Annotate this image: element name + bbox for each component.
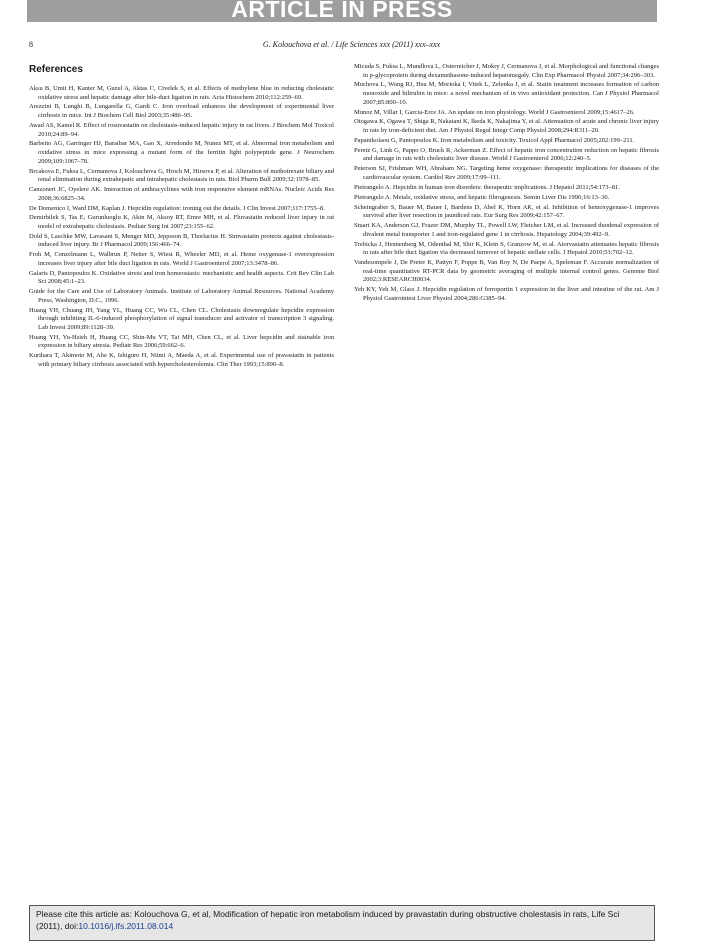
reference-entry: Vandesompele J, De Preter K, Pattyn F, Poppe B, Van Roy N, De Paepe A, Speleman F. Accurate normalization of real-time quantitative RT-PCR data by geometric averaging of multiple internal control genes. Genome Biol 2002;3:RESEARCH0034.: [354, 259, 659, 284]
reference-entry: Scheingraber S, Bauer M, Bauer I, Bardens D, Abel K, Horn AK, et al. Inhibition of hemoxygenase-1 improves survival after liver resection in jaundiced rats. Eur Surg Res 2009;42:157–67.: [354, 203, 659, 220]
reference-entry: Barbeito AG, Garringer HJ, Baraibar MA, Gao X, Arredondo M, Nunez MT, et al. Abnormal iron metabolism and oxidative stress in mice expressing a mutant form of the ferritin light polypeptide gene. J Neurochem 2009;109:1067–78.: [29, 140, 334, 165]
reference-entry: Aksu B, Umit H, Kanter M, Guzel A, Aktas C, Civelek S, et al. Effects of methylene blue in reducing cholestatic oxidative stress and hepatic damage after bile-duct ligation in rats. Acta Histochem 2010;112:259–69.: [29, 85, 334, 101]
reference-entry: Munoz M, Villar I, Garcia-Erce JA. An update on iron physiology. World J Gastroenterol 2009;15:4617–26.: [354, 108, 635, 116]
reference-entry: Brcakova E, Fuksa L, Cermanova J, Kolouchova G, Hroch M, Hirsova P, et al. Alteration of methotrexate biliary and renal elimination during extrahepatic and intrahepatic cholestasis in rats. Biol Pharm Bull 2009;32:1978–85.: [29, 167, 334, 184]
reference-entry: Demirbilek S, Tas E, Gurunluoglu K, Akin M, Aksoy RT, Emre MH, et al. Fluvastatin reduced liver injury in rat model of extrahepatic cholestasis. Pediatr Surg Int 2007;23:155–62.: [29, 214, 334, 230]
reference-entry: Otogawa K, Ogawa T, Shiga R, Nakatani K, Ikeda K, Nakajima Y, et al. Attenuation of acute and chronic liver injury in rats by iron-deficient diet. Am J Physiol Regul Integr Comp Physiol 2008;294:R311–20.: [354, 118, 659, 135]
reference-entry: Arezzini B, Lunghi B, Lungarella G, Gardi C. Iron overload enhances the development of experimental liver cirrhosis in mice. Int J Biochem Cell Biol 2003;35:486–95.: [29, 103, 334, 120]
section-title: References: [29, 64, 83, 75]
reference-entry: De Domenico I, Ward DM, Kaplan J. Hepcidin regulation: ironing out the details. J Clin Invest 2007;117:1755–8.: [29, 204, 325, 212]
reference-entry: Awad AS, Kamel R. Effect of rosuvastatin on cholestasis-induced hepatic injury in rat livers. J Biochem Mol Toxicol 2010;24:89–94.: [29, 121, 334, 138]
running-head: G. Kolouchova et al. / Life Sciences xxx (2011) xxx–xxx: [262, 40, 441, 49]
reference-entry: Micuda S, Fuksa L, Mundlova L, Osterreicher J, Mokry J, Cermanova J, et al. Morphological and functional changes in p-glycoprotein during dexamethasone-induced hepatomegaly. Clin Exp Pharmacol Physiol 2007;34:296–303.: [354, 63, 659, 79]
reference-entry: Kurihara T, Akimoto M, Abe K, Ishiguro H, Niimi A, Maeda A, et al. Experimental use of pravastatin in patients with primary biliary cirrhosis associated with hypercholesterolemia. Clin Ther 1993;15:890–8.: [29, 352, 334, 368]
reference-entry: Yeh KY, Yeh M, Glass J. Hepcidin regulation of ferroportin 1 expression in the liver and intestine of the rat. Am J Physiol Gastrointest Liver Physiol 2004;286:G385–94.: [354, 286, 659, 302]
reference-entry: Galaris D, Pantopoulos K. Oxidative stress and iron homeostasis: mechanistic and health aspects. Crit Rev Clin Lab Sci 2008;45:1–23.: [29, 269, 334, 286]
reference-entry: Dold S, Laschke MW, Lavasani S, Menger MD, Jeppsson B, Thorlacius H. Simvastatin protects against cholestasis-induced liver injury. Br J Pharmacol 2009;156:466–74.: [29, 232, 334, 249]
reference-entry: Pietrangelo A. Metals, oxidative stress, and hepatic fibrogenesis. Semin Liver Dis 1996;16:13–30.: [354, 193, 610, 201]
reference-entry: Stuart KA, Anderson GJ, Frazer DM, Murphy TL, Powell LW, Fletcher LM, et al. Increased duodenal expression of divalent metal transporter 1 and iron-regulated gene 1 in cirrhosis. Hepatology 2004;39:492–9.: [354, 222, 659, 238]
reference-entry: Huang YH, Yu-Hsieh H, Huang CC, Shin-Mu VT, Tai MH, Chen CL, et al. Liver hepcidin and stainable iron expression in biliary atresia. Pediatr Res 2006;59:662–6.: [29, 333, 334, 350]
citation-text: Please cite this article as: Kolouchova G, et al, Modification of hepatic iron metabolism induced by pravastatin during obstructive cholestasis in rats, Life Sci (2011), doi:: [36, 909, 620, 931]
reference-entry: Guide for the Care and Use of Laboratory Animals. Institute of Laboratory Animal Resources. National Academy Press, Washington, D.C., 1996.: [29, 288, 334, 304]
citation-box: [29, 905, 655, 941]
reference-entry: Peretz G, Link G, Pappo O, Bruck R, Ackerman Z. Effect of hepatic iron concentration reduction on hepatic fibrosis and damage in rats with cholestatic liver disease. World J Gastroenterol 2006;12:240–5.: [354, 146, 659, 163]
reference-entry: Canzoneri JC, Oyelere AK. Interaction of anthracyclines with iron responsive element mRNAs. Nucleic Acids Res 2008;36:6825–34.: [29, 186, 334, 202]
reference-entry: Froh M, Conzelmann L, Walbrun P, Netter S, Wiest R, Wheeler MD, et al. Heme oxygenase-1 overexpression increases liver injury after bile duct ligation in rats. World J Gastroenterol 2007;13:3478–86.: [29, 251, 334, 267]
article-in-press-banner: ARTICLE IN PRESS: [27, 0, 657, 22]
reference-entry: Muchova L, Wong RJ, Hsu M, Morioka I, Vitek L, Zelenka J, et al. Statin treatment increases formation of carbon monoxide and bilirubin in mice: a novel mechanism of in vivo antioxidant protection. Can J Physiol Pharmacol 2007;85:800–10.: [354, 81, 659, 106]
references-left-column: [29, 85, 334, 371]
reference-entry: Trebicka J, Hennenberg M, Odenthal M, Shir K, Klein S, Granzow M, et al. Atorvastatin attenuates hepatic fibrosis in rats after bile duct ligation via decreased turnover of hepatic stellate cells. J Hepatol 2010;53:702–12.: [354, 240, 659, 257]
doi-link[interactable]: 10.1016/j.lfs.2011.08.014: [78, 920, 174, 931]
reference-entry: Pietrangelo A. Hepcidin in human iron disorders: therapeutic implications. J Hepatol 2011;54:173–81.: [354, 183, 620, 191]
references-right-column: [354, 63, 659, 305]
reference-entry: Peterson SJ, Frishman WH, Abraham NG. Targeting heme oxygenase: therapeutic implications for diseases of the cardiovascular system. Cardiol Rev 2009;17:99–111.: [354, 165, 659, 181]
reference-entry: Huang YH, Chuang JH, Yang YL, Huang CC, Wu CL, Chen CL. Cholestasis downregulate hepcidin expression through inhibiting IL-6-induced phosphorylation of signal transducer and activator of transcription 3 signaling. Lab Invest 2009;89:1128–39.: [29, 306, 334, 331]
reference-entry: Papanikolaou G, Pantopoulos K. Iron metabolism and toxicity. Toxicol Appl Pharmacol 2005;202:199–211.: [354, 136, 635, 144]
page-number: 8: [29, 40, 33, 49]
